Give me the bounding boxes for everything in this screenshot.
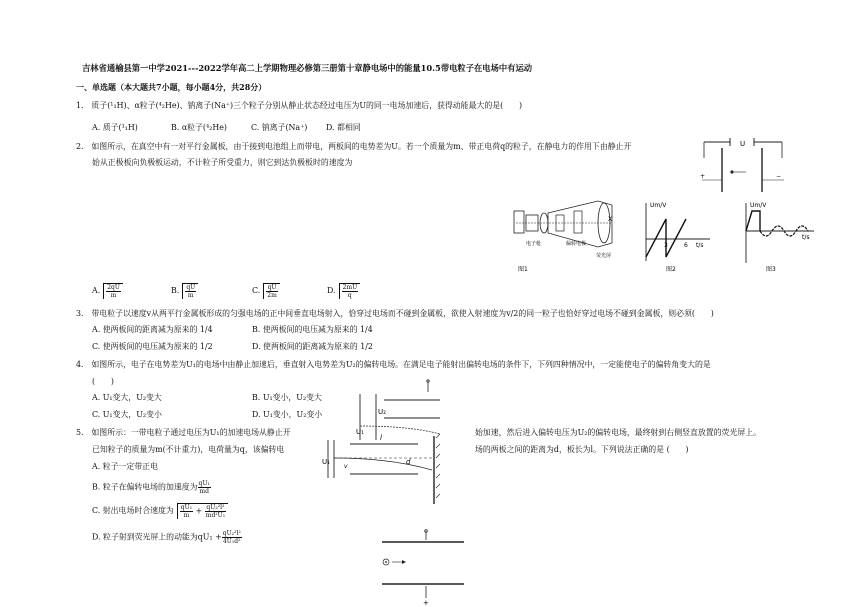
q2-stem-line1: 2. 如图所示，在真空中有一对平行金属板，由于接到电池组上而带电，两板间的电势差为U。若一个质量为m、带正电荷q的粒子，在静电力的作用下由静止开	[76, 142, 632, 151]
q6-plates-figure	[372, 528, 472, 606]
q1-option-d: D. 都相同	[326, 123, 361, 132]
q5-option-a: A. 粒子一定带正电	[92, 462, 158, 471]
svg-text:荧光屏: 荧光屏	[596, 253, 612, 259]
svg-text:−: −	[776, 173, 782, 180]
q4-q5-deflection-figure	[320, 378, 470, 508]
q4-figure-u2: U₂	[378, 408, 386, 416]
svg-text:+: +	[423, 599, 429, 606]
section-heading: 一、单选题（本大题共7小题，每小题4分，共28分）	[76, 82, 267, 92]
q5-option-d: D. 粒子射到荧光屏上的动能为qU₁ + $\frac{\text{qU₂²l²}}{\text{4U₁d²}}$	[92, 530, 241, 545]
q3-option-b: B. 使两板间的电压减为原来的 1/4	[252, 325, 373, 334]
q2-fig2-axis-label: Um/V	[650, 202, 667, 209]
q5-figure-u1: U₁	[322, 458, 330, 466]
q2-figure-3-voltage-graph	[736, 197, 818, 275]
q2-fig2-tick-6: 6	[684, 242, 688, 249]
q5-stem-line1-left: 5. 如图所示：一带电粒子通过电压为U₁的加速电场从静止开	[76, 428, 291, 437]
q2-fig3-caption: 图3	[766, 266, 776, 273]
q5-option-b: B. 粒子在偏转电场的加速度为 $\frac{\text{qU₁}}{md}$	[92, 480, 210, 495]
q1-option-a: A. 质子(¹₁H)	[92, 123, 138, 132]
q4-option-b: B. U₁变小，U₂变大	[252, 393, 322, 402]
q1-stem: 1. 质子(¹₁H)、α粒子(⁴₂He)、钠离子(Na⁺)三个粒子分别从静止状态经过电压为U的同一电场加速后，获得动能最大的是( )	[76, 101, 523, 110]
q3-stem: 3. 带电粒子以速度v从两平行金属板形成的匀强电场的正中间垂直电场射入，恰穿过电场而不碰到金属板，欲使入射速度为v/2的同一粒子也恰好穿过电场不碰到金属板，则必须( )	[76, 309, 714, 318]
q4-option-d: D. U₁变小，U₂变小	[252, 410, 323, 419]
q1-option-b: B. α粒子(⁴₂He)	[171, 123, 227, 132]
q3-option-c: C. 使两板间的电压减为原来的 1/2	[92, 342, 213, 351]
svg-text:+: +	[700, 173, 706, 180]
q4-option-c: C. U₁变大，U₂变小	[92, 410, 162, 419]
q4-option-a: A. U₁变大，U₂变大	[92, 393, 162, 402]
q2-option-c: C. $\frac{qU}{2m}$	[252, 283, 280, 299]
q3-option-a: A. 使两板间的距离减为原来的 1/4	[92, 325, 213, 334]
q2-option-b: B. $\frac{qU}{m}$	[171, 283, 198, 299]
q5-stem-line2-right: 场的两板之间的距离为d，板长为l。下列说法正确的是 ( )	[475, 445, 689, 454]
q2-option-a: A. $\frac{2qU}{m}$	[92, 283, 123, 299]
q5-stem-line1-right: 始加速，然后进入偏转电压为U₂的偏转电场，最终射到右侧竖直放置的荧光屏上。	[475, 428, 761, 437]
q2-figure-u-label: U	[740, 140, 746, 148]
q2-plates-figure	[696, 136, 792, 194]
q5-option-c: C. 射出电场时合速度为 $\frac{\text{qU₁}}{m}$ + $\frac{\text{qU₂²l²}}{\text{md²U₁}}$	[92, 503, 228, 519]
q4-figure-u1: U₁	[356, 428, 364, 436]
q2-figure-1-oscilloscope	[508, 197, 628, 275]
svg-text:电子枪: 电子枪	[526, 241, 542, 247]
q2-fig2-t-label: t/s	[696, 242, 704, 249]
svg-text:偏转电极: 偏转电极	[566, 241, 587, 247]
q1-option-c: C. 钠离子(Na⁺)	[251, 123, 308, 132]
q5-figure-d: d	[406, 458, 411, 466]
q3-option-d: D. 使两板间的距离减为原来的 1/2	[252, 342, 373, 351]
q5-stem-line2-left: 已知粒子的质量为m(不计重力)，电荷量为q，该偏转电	[92, 445, 285, 454]
q2-fig1-caption: 图1	[518, 266, 528, 273]
svg-text:X: X	[608, 216, 613, 223]
q2-fig2-tick-3: 3	[664, 242, 668, 249]
q2-fig2-caption: 图2	[666, 266, 676, 273]
q2-option-d: D. $\frac{2mU}{q}$	[327, 283, 360, 299]
q5-figure-l: l	[380, 434, 382, 442]
page-title: 吉林省通榆县第一中学2021---2022学年高二上学期物理必修第三册第十章静电场中的能量10.5带电粒子在电场中有运动	[82, 63, 533, 73]
q2-stem-line2: 始从正极板向负极板运动，不计粒子所受重力，则它到达负极板时的速度为	[92, 158, 353, 167]
q2-fig3-t-label: t/s	[802, 234, 810, 241]
q4-stem-line1: 4. 如图所示，电子在电势差为U₁的电场中由静止加速后，垂直射入电势差为U₂的偏转电场。在满足电子能射出偏转电场的条件下，下列四种情况中，一定能使电子的偏转角变大的是	[76, 360, 711, 369]
q5-figure-v: v	[344, 463, 348, 470]
q4-stem-line2: ( )	[92, 377, 114, 386]
q2-fig3-axis-label: Um/V	[750, 202, 767, 209]
q2-figure-2-voltage-graph	[636, 197, 714, 275]
